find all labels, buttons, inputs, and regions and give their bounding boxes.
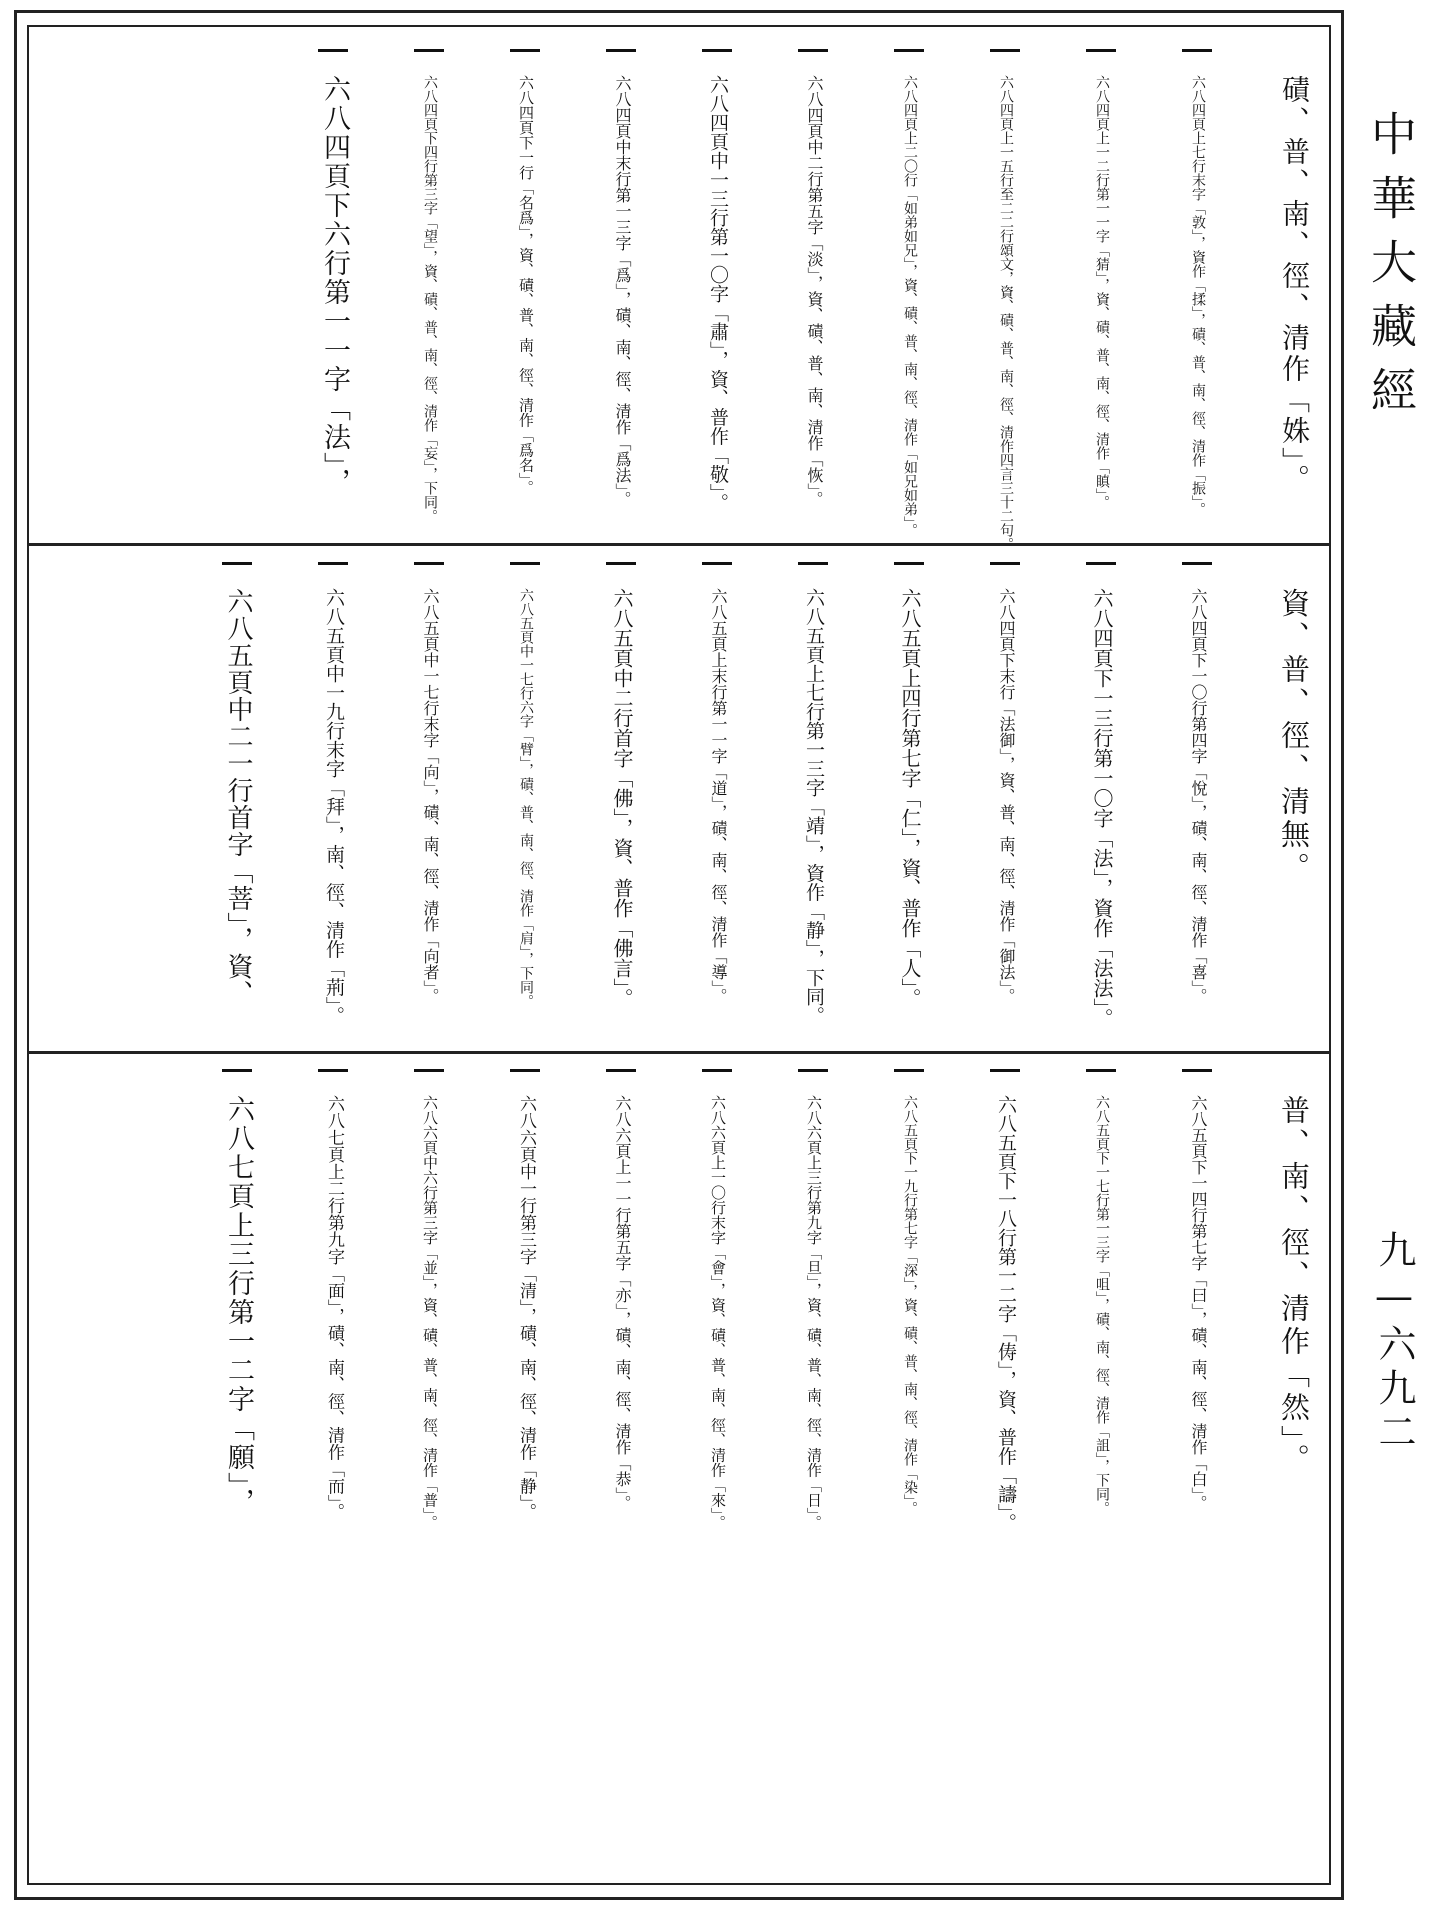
entry-column: 六八四頁下一行「名爲」，資、磧、普、南、徑、清作「爲名」。 bbox=[517, 75, 535, 495]
entry-marker bbox=[414, 49, 444, 52]
block-divider-2 bbox=[27, 1051, 1331, 1054]
book-title: 中華大藏經 bbox=[1364, 110, 1418, 430]
entry-column: 六八四頁下一三行第一〇字「法」，資作「法法」。 bbox=[1090, 588, 1114, 1028]
entry-marker bbox=[894, 562, 924, 565]
entry-column: 六八四頁中一三行第一〇字「肅」，資、普作「敬」。 bbox=[707, 75, 729, 512]
entry-marker bbox=[414, 1069, 444, 1072]
block-divider-1 bbox=[27, 543, 1331, 546]
entry-marker bbox=[1086, 562, 1116, 565]
entry-column: 六八五頁中二行首字「佛」，資、普作「佛言」。 bbox=[610, 588, 634, 1008]
entry-marker bbox=[606, 1069, 636, 1072]
entry-marker bbox=[606, 49, 636, 52]
entry-marker bbox=[1086, 49, 1116, 52]
continuation-column: 磧、普、南、徑、清作「姝」。 bbox=[1278, 75, 1311, 495]
entry-column: 六八五頁中二一行首字「菩」，資、 bbox=[223, 588, 253, 1007]
continuation-column: 資、普、徑、清無。 bbox=[1277, 588, 1311, 885]
entry-marker bbox=[318, 562, 348, 565]
entry-column: 六八四頁中末行第一三字「爲」，磧、南、徑、清作「爲法」。 bbox=[613, 75, 632, 507]
entry-column: 六八五頁中一七行六字「臂」，磧、普、南、徑、清作「肩」，下同。 bbox=[518, 588, 534, 1008]
entry-column: 六八四頁上二〇行「如弟如兄」，資、磧、普、南、徑、清作「如兄如弟」。 bbox=[902, 75, 918, 537]
entry-marker bbox=[1182, 1069, 1212, 1072]
entry-marker bbox=[1086, 1069, 1116, 1072]
entry-column: 六八四頁上一二行第一一字「猜」，資、磧、普、南、徑、清作「瞋」。 bbox=[1094, 75, 1110, 509]
entry-marker bbox=[894, 49, 924, 52]
entry-marker bbox=[510, 49, 540, 52]
entry-column: 六八五頁中一七行末字「向」，磧、南、徑、清作「向者」。 bbox=[421, 588, 440, 1004]
entry-marker bbox=[606, 562, 636, 565]
entry-column: 六八七頁上二行第九字「面」，磧、南、徑、清作「而」。 bbox=[324, 1095, 344, 1520]
entry-column: 六八四頁中二行第五字「淡」，資、磧、普、南、清作「恢」。 bbox=[805, 75, 824, 507]
entry-marker bbox=[798, 49, 828, 52]
continuation-column: 普、南、徑、清作「然」。 bbox=[1277, 1095, 1311, 1477]
entry-marker bbox=[1182, 49, 1212, 52]
entry-marker bbox=[798, 562, 828, 565]
entry-marker bbox=[510, 562, 540, 565]
entry-column: 六八五頁下一七行第一三字「咀」，磧、南、徑、清作「詛」，下同。 bbox=[1094, 1095, 1110, 1515]
entry-marker bbox=[1182, 562, 1212, 565]
entry-marker bbox=[798, 1069, 828, 1072]
entry-marker bbox=[990, 562, 1020, 565]
entry-column: 六八四頁下一〇行第四字「悅」，磧、南、徑、清作「喜」。 bbox=[1189, 588, 1208, 1004]
entry-marker bbox=[702, 562, 732, 565]
entry-column: 六八六頁上三行第九字「旦」，資、磧、普、南、徑、清作「日」。 bbox=[805, 1095, 823, 1530]
entry-column: 六八四頁上七行末字「敦」，資作「揉」，磧、普、南、徑、清作「振」。 bbox=[1190, 75, 1206, 516]
entry-marker bbox=[222, 1069, 252, 1072]
entry-column: 六八五頁上末行第一一字「道」，磧、南、徑、清作「導」。 bbox=[709, 588, 728, 1004]
entry-marker bbox=[990, 49, 1020, 52]
entry-column: 六八四頁下末行「法御」，資、普、南、徑、清作「御法」。 bbox=[997, 588, 1016, 1004]
entry-column: 六八五頁下一八行第一二字「俦」，資、普作「譸」。 bbox=[995, 1095, 1017, 1532]
entry-marker bbox=[702, 1069, 732, 1072]
entry-marker bbox=[702, 49, 732, 52]
entry-column: 六八七頁上三行第一二字「願」， bbox=[223, 1095, 254, 1517]
entry-column: 六八四頁下六行第一一字「法」， bbox=[319, 75, 350, 497]
entry-marker bbox=[318, 1069, 348, 1072]
entry-marker bbox=[318, 49, 348, 52]
entry-column: 六八六頁上一一行第五字「亦」，磧、南、徑、清作「恭」。 bbox=[613, 1095, 632, 1511]
entry-column: 六八五頁下一九行第七字「深」，資、磧、普、南、徑、清作「染」。 bbox=[902, 1095, 918, 1515]
page-number: 九—六九二 bbox=[1372, 1230, 1416, 1456]
entry-marker bbox=[414, 562, 444, 565]
page-frame bbox=[14, 10, 1344, 1900]
entry-column: 六八四頁下四行第三字「望」，資、磧、普、南、徑、清作「妄」，下同。 bbox=[422, 75, 438, 523]
entry-marker bbox=[990, 1069, 1020, 1072]
entry-column: 六八六頁上一〇行末字「會」，資、磧、普、南、徑、清作「來」。 bbox=[709, 1095, 727, 1530]
entry-column: 六八六頁中六行第三字「並」，資、磧、普、南、徑、清作「普」。 bbox=[421, 1095, 439, 1530]
entry-column: 六八四頁上一五行至二二行頌文，資、磧、普、南、徑、清作四言三十二句。 bbox=[998, 75, 1014, 551]
entry-column: 六八五頁中一九行末字「拜」，南、徑、清作「荊」。 bbox=[323, 588, 345, 1025]
entry-marker bbox=[894, 1069, 924, 1072]
entry-marker bbox=[510, 1069, 540, 1072]
entry-column: 六八六頁中一行第三字「清」，磧、南、徑、清作「静」。 bbox=[516, 1095, 536, 1520]
entry-marker bbox=[222, 562, 252, 565]
entry-column: 六八五頁上七行第一三字「靖」，資作「静」，下同。 bbox=[803, 588, 825, 1025]
entry-column: 六八五頁上四行第七字「仁」，資、普作「人」。 bbox=[898, 588, 922, 1008]
entry-column: 六八五頁下一四行第七字「曰」，磧、南、徑、清作「白」。 bbox=[1189, 1095, 1208, 1511]
